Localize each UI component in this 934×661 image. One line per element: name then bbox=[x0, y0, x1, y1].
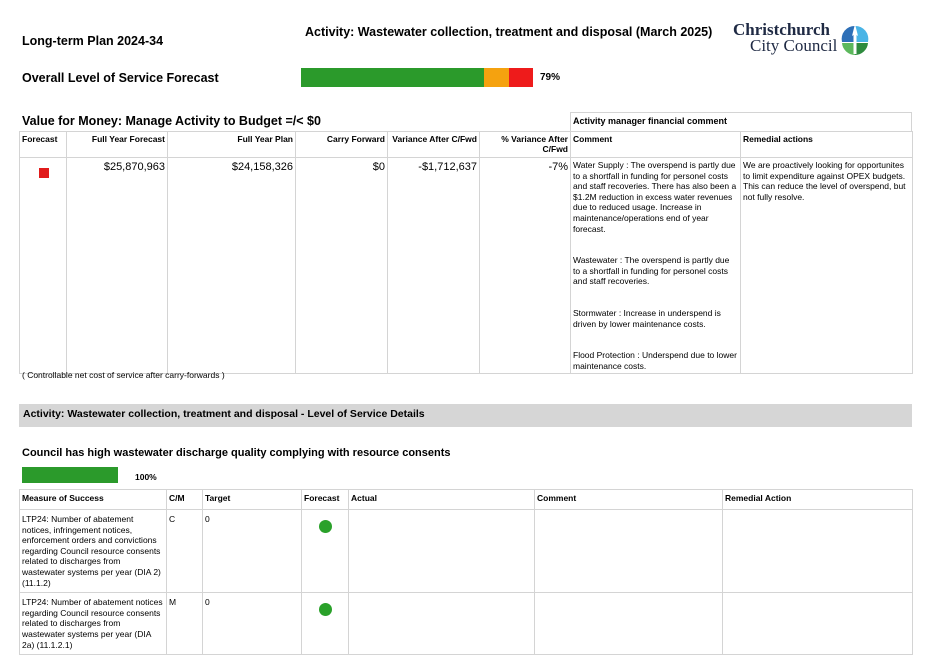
remedial-cell bbox=[723, 593, 913, 655]
measure-cell: LTP24: Number of abatement notices, infringement notices, enforcement orders and convictions regarding Council resource consents related to discharges from wastewater systems per year (DIA 2) (11.1.2) bbox=[20, 510, 167, 593]
logo-line-1: Christchurch bbox=[733, 20, 830, 39]
full-year-plan-value: $24,158,326 bbox=[168, 158, 296, 374]
col-pct-variance: % Variance After C/Fwd bbox=[480, 132, 571, 158]
comment-cell bbox=[535, 510, 723, 593]
los-table bbox=[19, 489, 913, 655]
col-variance: Variance After C/Fwd bbox=[388, 132, 480, 158]
measure-cell: LTP24: Number of abatement notices regarding Council resource consents related to discharges from wastewater systems per year (DIA 2a) (11.1.2.1) bbox=[20, 593, 167, 655]
remedial-cell bbox=[723, 510, 913, 593]
actual-cell bbox=[349, 510, 535, 593]
table-row bbox=[20, 593, 913, 655]
forecast-cell bbox=[20, 158, 67, 374]
measure-percent: 100% bbox=[135, 472, 157, 482]
comment-flood-protection: Flood Protection : Underspend due to lower maintenance costs. bbox=[573, 350, 737, 371]
measure-progress-bar bbox=[22, 467, 118, 483]
los-table-header bbox=[20, 490, 913, 510]
activity-title: Activity: Wastewater collection, treatment and disposal (March 2025) bbox=[305, 25, 713, 39]
carry-forward-value: $0 bbox=[296, 158, 388, 374]
col-actual: Actual bbox=[349, 490, 535, 510]
los-segment-amber bbox=[484, 68, 508, 87]
budget-table-header bbox=[20, 132, 913, 158]
logo-line-2: City Council bbox=[750, 36, 838, 55]
cathedral-emblem-icon bbox=[838, 22, 872, 56]
col-target: Target bbox=[203, 490, 302, 510]
financial-comment-title: Activity manager financial comment bbox=[570, 112, 912, 132]
overall-los-bar bbox=[301, 68, 533, 87]
council-logo bbox=[733, 22, 878, 58]
col-cm: C/M bbox=[167, 490, 203, 510]
green-status-indicator bbox=[319, 520, 332, 533]
comment-water-supply: Water Supply : The overspend is partly due to a shortfall in funding for personel costs and staff recoveries. There has also been a $1.2M reduction in excess water revenues due to reduced usage. Increase in maintenance/operations end of year forecast. bbox=[573, 160, 737, 234]
green-status-indicator bbox=[319, 603, 332, 616]
col-forecast: Forecast bbox=[20, 132, 67, 158]
overall-los-percent: 79% bbox=[540, 72, 561, 83]
comment-cell bbox=[535, 593, 723, 655]
section-band-title: Activity: Wastewater collection, treatment and disposal - Level of Service Details bbox=[23, 408, 425, 420]
col-comment: Comment bbox=[571, 132, 741, 158]
col-remedial-action: Remedial Action bbox=[723, 490, 913, 510]
cm-cell: C bbox=[167, 510, 203, 593]
comment-stormwater: Stormwater : Increase in underspend is driven by lower maintenance costs. bbox=[573, 307, 721, 329]
target-cell: 0 bbox=[203, 510, 302, 593]
forecast-cell bbox=[302, 510, 349, 593]
target-cell: 0 bbox=[203, 593, 302, 655]
forecast-cell bbox=[302, 593, 349, 655]
variance-value: -$1,712,637 bbox=[388, 158, 480, 374]
red-status-indicator bbox=[39, 168, 49, 178]
remedial-cell: We are proactively looking for opportunites to limit expenditure against OPEX budgets. This can reduce the level of overspend, but not fully resolve. bbox=[741, 158, 913, 374]
pct-variance-value: -7% bbox=[480, 158, 571, 374]
full-year-forecast-value: $25,870,963 bbox=[67, 158, 168, 374]
cm-cell: M bbox=[167, 593, 203, 655]
comment-cell bbox=[571, 158, 741, 374]
col-full-year-plan: Full Year Plan bbox=[168, 132, 296, 158]
col-remedial: Remedial actions bbox=[741, 132, 913, 158]
table-row bbox=[20, 158, 913, 374]
col-carry-forward: Carry Forward bbox=[296, 132, 388, 158]
budget-table bbox=[19, 131, 913, 374]
footnote: ( Controllable net cost of service after carry-forwards ) bbox=[22, 370, 225, 380]
value-for-money-title: Value for Money: Manage Activity to Budget =/< $0 bbox=[22, 114, 321, 128]
measure-progress-fill bbox=[22, 467, 118, 483]
comment-wastewater: Wastewater : The overspend is partly due to a shortfall in funding for personel costs and staff recoveries. bbox=[573, 255, 730, 287]
overall-los-label: Overall Level of Service Forecast bbox=[22, 71, 219, 85]
los-segment-red bbox=[509, 68, 533, 87]
los-segment-green bbox=[301, 68, 484, 87]
col-full-year-forecast: Full Year Forecast bbox=[67, 132, 168, 158]
table-row bbox=[20, 510, 913, 593]
actual-cell bbox=[349, 593, 535, 655]
measure-heading: Council has high wastewater discharge quality complying with resource consents bbox=[22, 447, 451, 459]
col-comment: Comment bbox=[535, 490, 723, 510]
col-forecast: Forecast bbox=[302, 490, 349, 510]
plan-title: Long-term Plan 2024-34 bbox=[22, 34, 164, 48]
col-measure: Measure of Success bbox=[20, 490, 167, 510]
